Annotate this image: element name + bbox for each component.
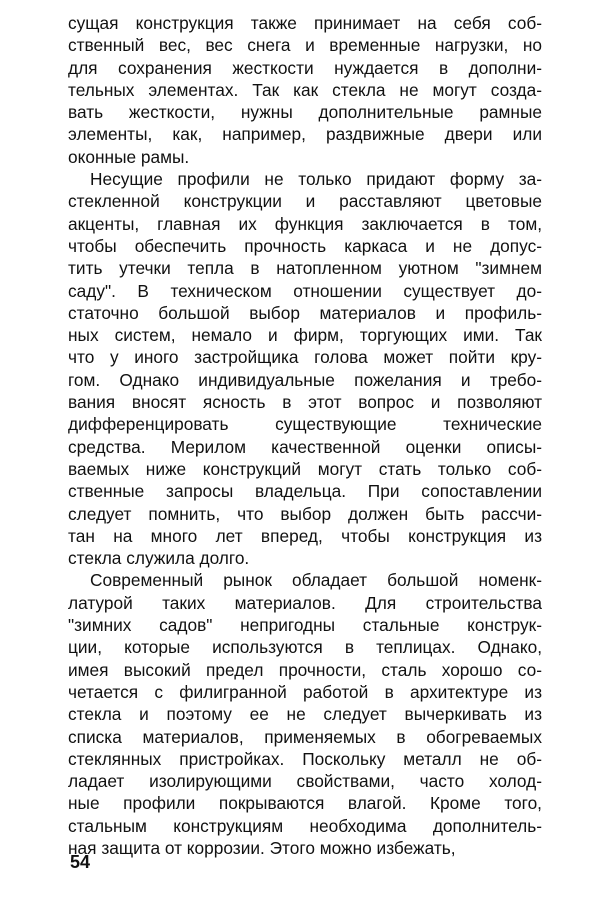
- text-line: статочно большой выбор материалов и профиль-: [68, 302, 542, 323]
- paragraph: [68, 569, 542, 859]
- text-line: ных систем, немало и фирм, торгующих ими. Так: [68, 325, 542, 346]
- text-line: тить утечки тепла в натопленном уютном "зимнем: [68, 258, 542, 279]
- text-line: средства. Мерилом качественной оценки описы-: [68, 436, 542, 457]
- text-line: ваемых ниже конструкций могут стать только соб-: [68, 458, 542, 479]
- text-line: саду". В техническом отношении существует до-: [68, 280, 542, 301]
- text-line: ственные запросы владельца. При сопоставлении: [68, 481, 542, 502]
- text-line: имея высокий предел прочности, сталь хорошо со-: [68, 659, 542, 680]
- text-line: следует помнить, что выбор должен быть рассчи-: [68, 503, 542, 524]
- page-number: 54: [70, 852, 91, 872]
- text-line: стекла служила долго.: [68, 548, 250, 569]
- text-line: ственный вес, вес снега и временные нагрузки, но: [68, 35, 542, 56]
- text-line: Несущие профили не только придают форму за-: [90, 169, 542, 190]
- text-line: оконные рамы.: [68, 146, 190, 167]
- text-line: что у иного застройщика голова может пойти кру-: [68, 347, 542, 368]
- text-line: четается с филигранной работой в архитектуре из: [68, 681, 542, 702]
- text-line: вания вносят ясность в этот вопрос и позволяют: [68, 392, 542, 413]
- paragraph: [68, 168, 542, 569]
- text-line: стекла и поэтому ее не следует вычеркивать из: [68, 704, 542, 725]
- text-line: сущая конструкция также принимает на себя соб-: [68, 13, 542, 33]
- text-line: ции, которые используются в теплицах. Однако,: [68, 637, 542, 658]
- text-line: списка материалов, применяемых в обогреваемых: [68, 726, 542, 747]
- text-line: элементы, как, например, раздвижные двери или: [68, 124, 542, 145]
- text-line: стекленной конструкции и расставляют цветовые: [68, 191, 542, 212]
- text-line: чтобы обеспечить прочность каркаса и не допус-: [68, 235, 542, 256]
- text-line: ные профили покрываются влагой. Кроме того,: [68, 793, 542, 814]
- text-line: "зимних садов" непригодны стальные конструк-: [68, 615, 542, 636]
- text-line: тельных элементах. Так как стекла не могут созда-: [68, 79, 542, 100]
- text-line: дифференцировать существующие технические: [68, 414, 542, 435]
- text-line: акценты, главная их функция заключается в том,: [68, 213, 542, 234]
- body-text: [68, 12, 542, 859]
- text-line: гом. Однако индивидуальные пожелания и требо-: [68, 369, 542, 390]
- text-line: для сохранения жесткости нуждается в дополни-: [68, 57, 542, 78]
- text-line: ладает изолирующими свойствами, часто холод-: [68, 771, 542, 792]
- text-line: Современный рынок обладает большой номенк-: [90, 570, 542, 591]
- text-line: ная защита от коррозии. Этого можно избежать,: [68, 837, 456, 858]
- text-line: стеклянных пристройках. Поскольку металл не об-: [68, 748, 542, 769]
- paragraph: [68, 12, 542, 168]
- text-line: стальным конструкциям необходима дополнитель-: [68, 815, 542, 836]
- text-line: тан на много лет вперед, чтобы конструкция из: [68, 525, 542, 546]
- text-line: латурой таких материалов. Для строительства: [68, 592, 542, 613]
- text-line: вать жесткости, нужны дополнительные рамные: [68, 102, 542, 123]
